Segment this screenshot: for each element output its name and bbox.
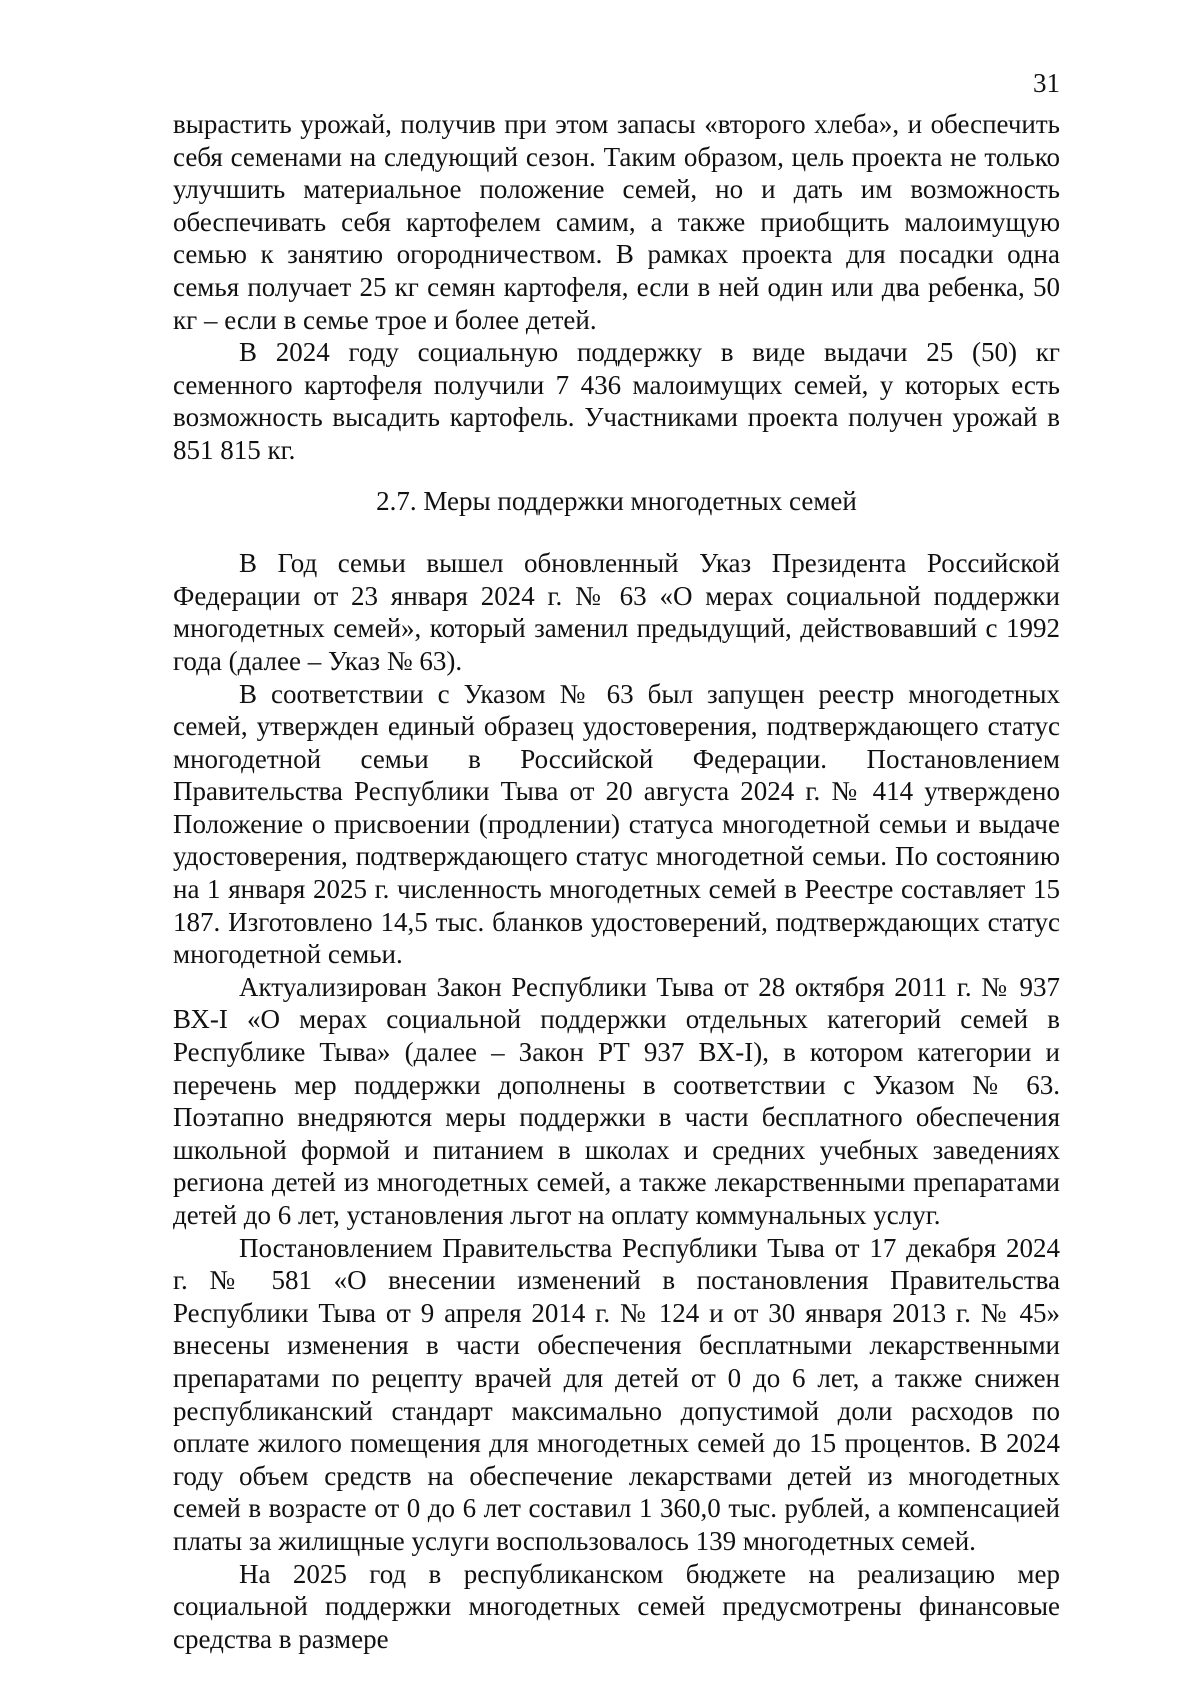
section-heading: 2.7. Меры поддержки многодетных семей	[376, 485, 857, 516]
paragraph: Актуализирован Закон Республики Тыва от 28 октября 2011 г. № 937 ВХ-I «О мерах социальной поддержки отдельных категорий семей в Республике Тыва» (далее – Закон РТ 937 ВХ-I), в котором категории и перечень мер поддержки дополнены в соответствии с Указом № 63. Поэтапно внедряются меры поддержки в части бесплатного обеспечения школьной формой и питанием в школах и средних учебных заведениях региона детей из многодетных семей, а также лекарственными препаратами детей до 6 лет, установления льгот на оплату коммунальных услуг.	[173, 971, 1060, 1230]
paragraph: На 2025 год в республиканском бюджете на реализацию мер социальной поддержки многодетных семей предусмотрены финансовые средства в размере	[173, 1558, 1060, 1654]
document-body	[173, 108, 1060, 1655]
page-number: 31	[1033, 68, 1060, 98]
paragraph: В Год семьи вышел обновленный Указ Президента Российской Федерации от 23 января 2024 г. № 63 «О мерах социальной поддержки многодетных семей», который заменил предыдущий, действовавший с 1992 года (далее – Указ № 63).	[173, 548, 1060, 676]
paragraph: вырастить урожай, получив при этом запасы «второго хлеба», и обеспечить себя семенами на следующий сезон. Таким образом, цель проекта не только улучшить материальное положение семей, но и дать им возможность обеспечивать себя картофелем самим, а также приобщить малоимущую семью к занятию огородничеством. В рамках проекта для посадки одна семья получает 25 кг семян картофеля, если в ней один или два ребенка, 50 кг – если в семье трое и более детей.	[173, 109, 1060, 335]
paragraph: В соответствии с Указом № 63 был запущен реестр многодетных семей, утвержден единый образец удостоверения, подтверждающего статус многодетной семьи в Российской Федерации. Постановлением Правительства Республики Тыва от 20 августа 2024 г. № 414 утверждено Положение о присвоении (продлении) статуса многодетной семьи и выдаче удостоверения, подтверждающего статус многодетной семьи. По состоянию на 1 января 2025 г. численность многодетных семей в Реестре составляет 15 187. Изготовлено 14,5 тыс. бланков удостоверений, подтверждающих статус многодетной семьи.	[173, 678, 1060, 970]
paragraph: В 2024 году социальную поддержку в виде выдачи 25 (50) кг семенного картофеля получили 7 436 малоимущих семей, у которых есть возможность высадить картофель. Участниками проекта получен урожай в 851 815 кг.	[173, 337, 1060, 465]
paragraph: Постановлением Правительства Республики Тыва от 17 декабря 2024 г. № 581 «О внесении изменений в постановления Правительства Республики Тыва от 9 апреля 2014 г. № 124 и от 30 января 2013 г. № 45» внесены изменения в части обеспечения бесплатными лекарственными препаратами по рецепту врачей для детей от 0 до 6 лет, а также снижен республиканский стандарт максимально допустимой доли расходов по оплате жилого помещения для многодетных семей до 15 процентов. В 2024 году объем средств на обеспечение лекарствами детей из многодетных семей в возрасте от 0 до 6 лет составил 1 360,0 тыс. рублей, а компенсацией платы за жилищные услуги воспользовалось 139 многодетных семей.	[173, 1232, 1060, 1556]
